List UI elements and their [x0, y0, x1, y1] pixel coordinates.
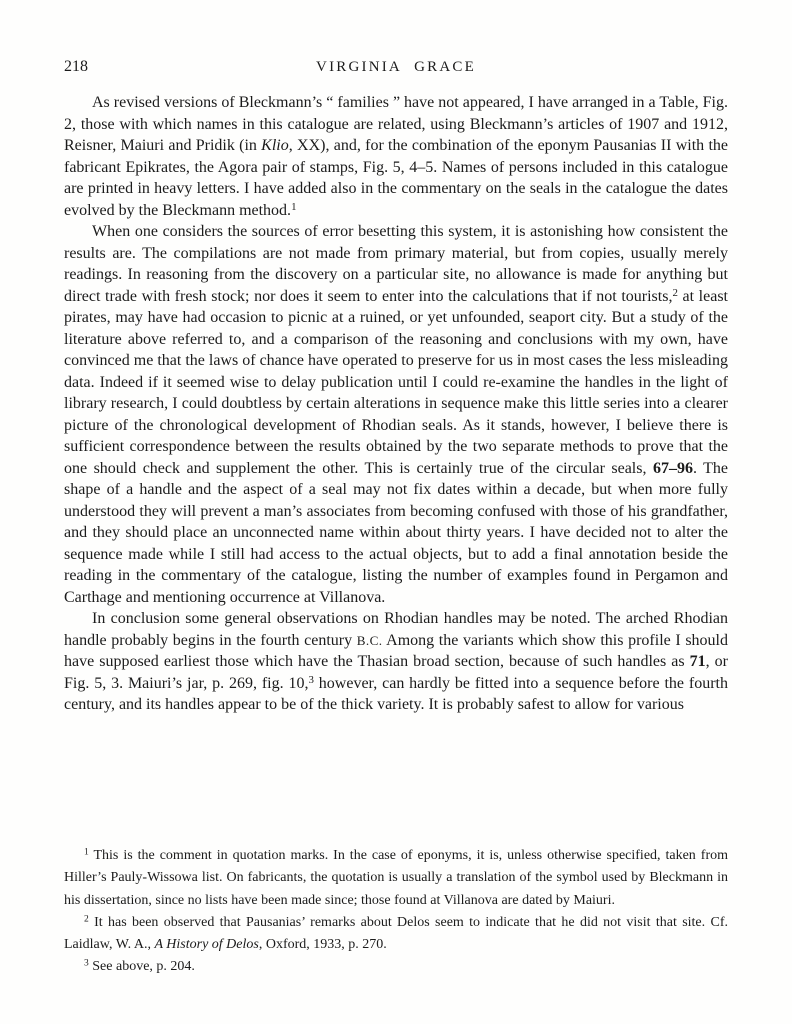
italic-run: Klio	[261, 137, 289, 154]
text-run: . The shape of a handle and the aspect of a seal may not fix dates within a decade, but when more fully understood they will prevent a man’s associates from becoming confused with those of his grandfather, and they should place an unconnected name within about thirty years. I have decided not to alter the sequence made while I still had access to the actual objects, but to add a final annotation beside the reading in the commentary of the catalogue, listing the number of examples found in Pergamon and Carthage and mentioning occurrence at Villanova.	[64, 459, 729, 606]
footnotes	[64, 845, 728, 979]
text-run: See above, p. 204.	[88, 959, 195, 975]
text-run: When one considers the sources of error besetting this system, it is astonishing how consistent the results are. The compilations are not made from primary material, but from copies, usually merely readings. In reasoning from the discovery on a particular site, no allowance is made for anything but direct trade with fresh stock; nor does it seem to enter into the calculations that if not tourists,	[64, 223, 728, 305]
smallcaps-run: B.C.	[356, 632, 383, 648]
text-run: This is the comment in quotation marks. In the case of eponyms, it is, unless otherwise specified, taken from Hiller’s Pauly-Wissowa list. On fabricants, the quotation is usually a translation of the symbol used by Bleckmann in his dissertation, since no lists have been made since; those found at Villanova are dated by Maiuri.	[64, 848, 728, 908]
sup-run: 2	[672, 286, 678, 299]
text-run: , or Fig. 5, 3. Maiuri’s jar, p. 269, fig. 10,	[64, 653, 728, 692]
italic-run: A History of Delos	[154, 937, 259, 953]
paragraph	[64, 221, 728, 608]
paragraph	[64, 92, 728, 221]
text-run: In conclusion some general observations on Rhodian handles may be noted. The arched Rhodian handle probably begins in the fourth century	[64, 610, 728, 649]
sup-run: 1	[291, 200, 297, 213]
sup-run: 3	[308, 673, 314, 686]
paragraph	[64, 608, 728, 716]
body-text	[64, 92, 728, 716]
text-run: , XX), and, for the combination of the eponym Pausanias II with the fabricant Epikrates, the Agora pair of stamps, Fig. 5, 4–5. Names of persons included in this catalogue are printed in heavy letters. I have added also in the commentary on the seals in the catalogue the dates evolved by the Bleckmann method.	[64, 137, 728, 219]
text-run: It has been observed that Pausanias’ remarks about Delos seem to indicate that he did not visit that site. Cf. Laidlaw, W. A.,	[64, 914, 728, 953]
text-run: however, can hardly be fitted into a sequence before the fourth century, and its handles appear to be of the thick variety. It is probably safest to allow for various	[64, 674, 728, 713]
bold-run: 71	[689, 653, 706, 670]
running-head: VIRGINIA GRACE	[316, 59, 476, 75]
bold-run: 67–96	[652, 459, 693, 477]
text-run: , Oxford, 1933, p. 270.	[258, 937, 387, 953]
text-run: at least pirates, may have had occasion to picnic at a ruined, or yet unfounded, seaport city. But a study of the literature above referred to, and a comparison of the reasoning and conclusions with my own, have convinced me that the laws of chance have operated to preserve for us in most cases the less misleading data. Indeed if it seemed wise to delay publication until I could re-examine the handles in the light of library research, I could doubtless by certain alterations in sequence make this little series into a clearer picture of the chronological development of Rhodian seals. As it stands, however, I believe there is sufficient correspondence between the results obtained by the two separate methods to prove that the one should check and supplement the other. This is certainly true of the circular seals,	[64, 287, 728, 477]
page-number: 218	[64, 58, 88, 75]
footnote	[64, 845, 728, 912]
text-run: Among the variants which show this profile I should have supposed earliest those which have the Thasian broad section, because of such handles as	[64, 631, 728, 670]
footnote	[64, 956, 728, 978]
sup-run: 1	[84, 847, 89, 858]
text-run: As revised versions of Bleckmann’s “ families ” have not appeared, I have arranged in a Table, Fig. 2, those with which names in this catalogue are related, using Bleckmann’s articles of 1907 and 1912, Reisner, Maiuri and Pridik (in	[64, 94, 728, 154]
sup-run: 3	[84, 959, 89, 970]
sup-run: 2	[84, 914, 89, 925]
footnote	[64, 912, 728, 957]
page-header	[64, 58, 728, 80]
